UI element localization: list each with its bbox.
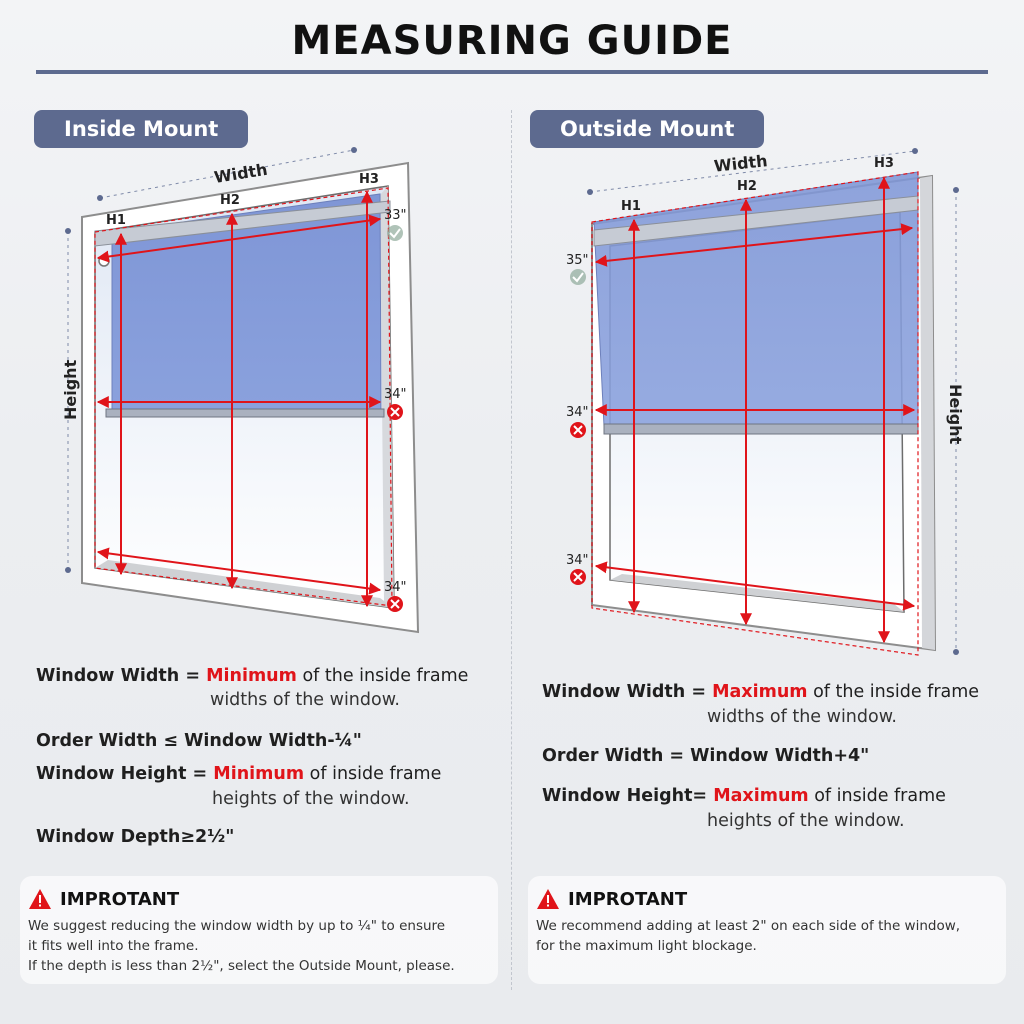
inside-measure-top: 33" xyxy=(384,208,407,223)
inside-rule-order-width: Order Width ≤ Window Width-¼" xyxy=(36,731,362,751)
outside-h3-label: H3 xyxy=(874,156,894,171)
outside-mount-diagram xyxy=(566,148,965,655)
outside-rule-width-cont: widths of the window. xyxy=(707,707,897,727)
outside-rule-height: Window Height= Maximum of inside frame xyxy=(542,786,946,806)
inside-check-icon xyxy=(387,225,403,241)
outside-h1-label: H1 xyxy=(621,199,641,214)
outside-note-heading: IMPROTANT xyxy=(536,888,998,910)
inside-note-line: We suggest reducing the window width by up to ¼" to ensure xyxy=(28,918,446,934)
outside-measure-bot: 34" xyxy=(566,553,589,568)
outside-mount-tag: Outside Mount xyxy=(530,110,764,148)
inside-note-line: If the depth is less than 2½", select the Outside Mount, please. xyxy=(28,958,455,974)
inside-h3-label: H3 xyxy=(359,172,379,187)
inside-bottom-bar xyxy=(106,409,384,417)
outside-rule-order-width: Order Width = Window Width+4" xyxy=(542,746,870,766)
inside-measure-mid: 34" xyxy=(384,387,407,402)
outside-bottom-bar xyxy=(604,424,918,434)
inside-rule-width-cont: widths of the window. xyxy=(210,690,400,710)
inside-mount-tag: Inside Mount xyxy=(34,110,248,148)
inside-width-label: Width xyxy=(212,159,269,187)
warning-icon xyxy=(28,888,52,910)
outside-width-label: Width xyxy=(713,151,769,176)
inside-rule-height: Window Height = Minimum of inside frame xyxy=(36,764,442,784)
inside-h2-label: H2 xyxy=(220,193,240,208)
outside-measure-mid: 34" xyxy=(566,405,589,420)
outside-important-note xyxy=(528,876,1006,984)
inside-rule-width: Window Width = Minimum of the inside frame xyxy=(36,666,469,686)
inside-measure-bot: 34" xyxy=(384,580,407,595)
inside-mount-diagram xyxy=(61,147,418,632)
outside-note-line: for the maximum light blockage. xyxy=(536,938,757,954)
outside-note-line: We recommend adding at least 2" on each side of the window, xyxy=(536,918,961,934)
inside-h1-label: H1 xyxy=(106,213,126,228)
inside-rule-depth: Window Depth≥2½" xyxy=(36,827,235,847)
outside-check-icon xyxy=(570,269,586,285)
outside-height-label: Height xyxy=(946,384,965,445)
outside-cross-icon-mid xyxy=(570,422,586,438)
outside-measure-top: 35" xyxy=(566,253,589,268)
warning-icon xyxy=(536,888,560,910)
outside-rule-height-cont: heights of the window. xyxy=(707,811,905,831)
inside-note-heading: IMPROTANT xyxy=(28,888,490,910)
outside-h2-label: H2 xyxy=(737,179,757,194)
inside-cross-icon-bot xyxy=(387,596,403,612)
outside-cross-icon-bot xyxy=(570,569,586,585)
inside-note-line: it fits well into the frame. xyxy=(28,938,199,954)
page-title: MEASURING GUIDE xyxy=(291,18,733,64)
inside-important-note xyxy=(20,876,498,984)
inside-height-label: Height xyxy=(61,359,80,420)
inside-rule-height-cont: heights of the window. xyxy=(212,789,410,809)
inside-cross-icon-mid xyxy=(387,404,403,420)
outside-rule-width: Window Width = Maximum of the inside frame xyxy=(542,682,980,702)
